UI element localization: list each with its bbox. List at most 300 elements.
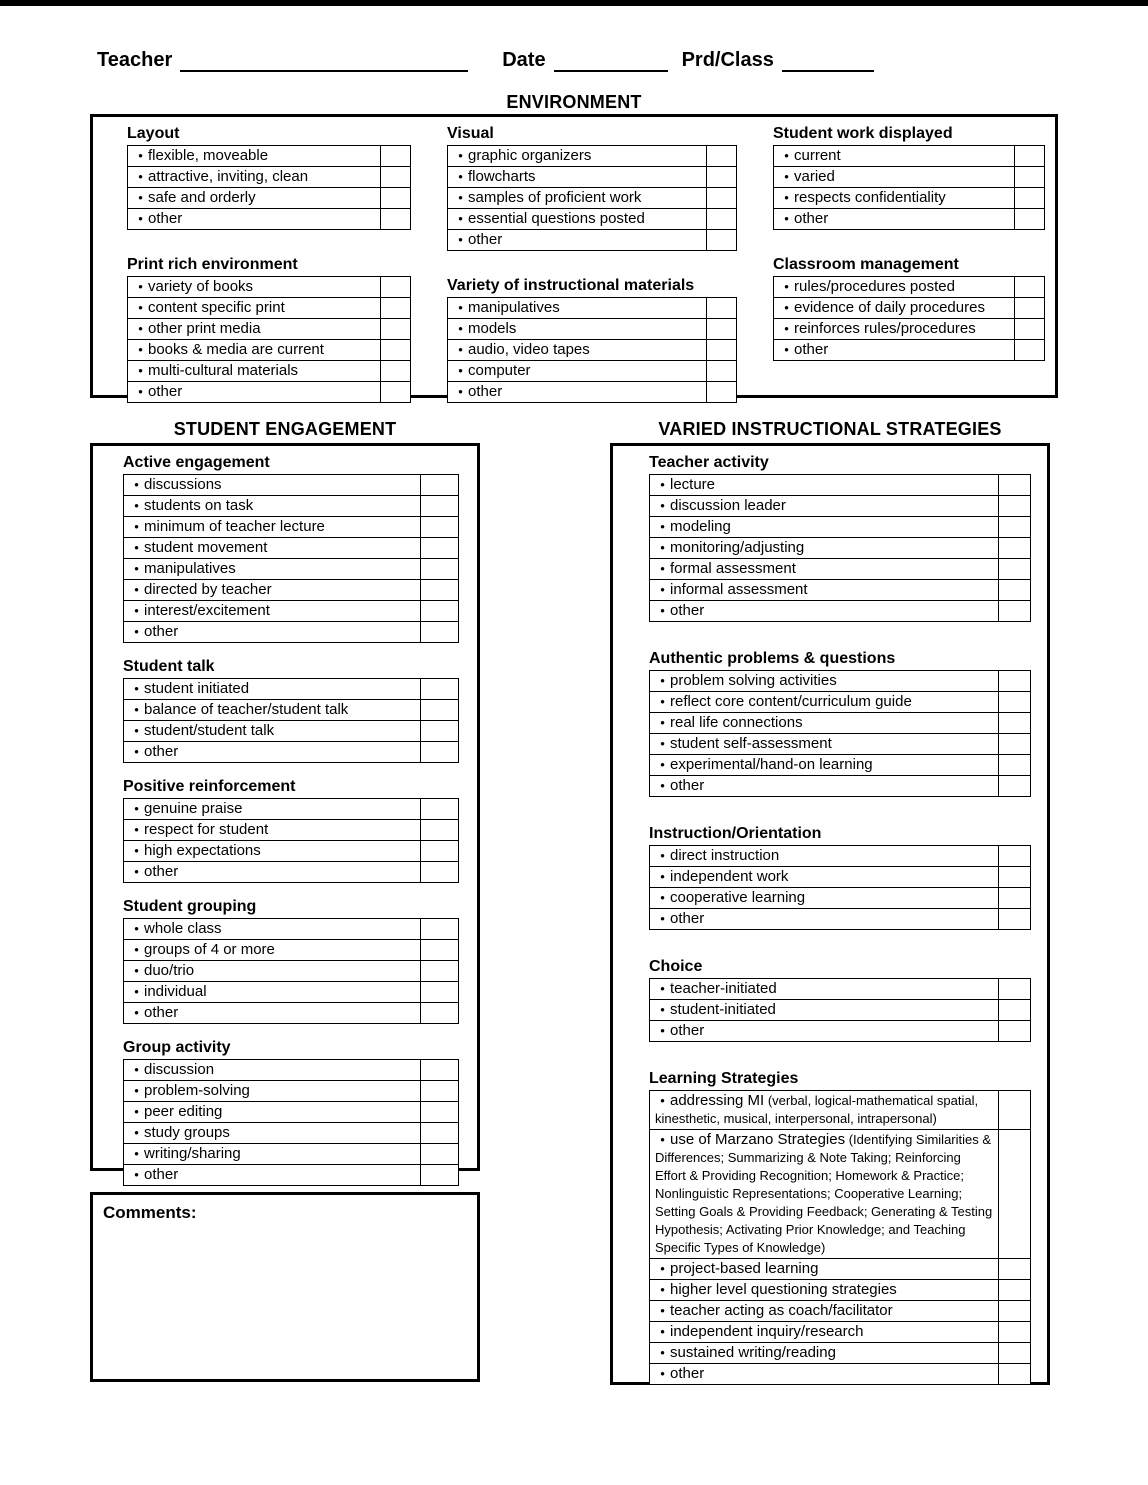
check-box[interactable] xyxy=(998,979,1030,999)
item-label: • respect for student xyxy=(124,820,420,840)
item-label: • other xyxy=(650,1021,998,1041)
checklist-item xyxy=(447,318,737,340)
group-title: Visual xyxy=(447,125,494,142)
check-box[interactable] xyxy=(706,146,736,166)
checklist-item xyxy=(447,339,737,361)
check-box[interactable] xyxy=(998,692,1030,712)
checklist-item xyxy=(649,516,1031,538)
bullet-icon: • xyxy=(134,864,139,879)
bullet-icon: • xyxy=(134,1062,139,1077)
bullet-icon: • xyxy=(660,477,665,492)
bullet-icon: • xyxy=(134,1125,139,1140)
item-label: • models xyxy=(448,319,706,339)
checklist-item xyxy=(123,861,459,883)
item-label: • lecture xyxy=(650,475,998,495)
check-box[interactable] xyxy=(998,517,1030,537)
checklist-item xyxy=(649,1090,1031,1130)
check-box[interactable] xyxy=(420,517,458,537)
bullet-icon: • xyxy=(134,744,139,759)
checklist-item xyxy=(649,775,1031,797)
item-label: • rules/procedures posted xyxy=(774,277,1014,297)
item-note: (Identifying Similarities & Differences; Summarizing & Note Taking; Reinforcing Effort & Providing Recognition; Homework & Practice; Nonlinguistic Representations; Cooperative Learning; Setting Goals & Providing Feedback; Generating & Testing Hypothesis; Activating Prior Knowledge; and Teaching Specific Types of Knowledge) xyxy=(655,1132,993,1255)
item-label: • students on task xyxy=(124,496,420,516)
checklist-item xyxy=(773,208,1045,230)
check-box[interactable] xyxy=(420,1003,458,1023)
bullet-icon: • xyxy=(134,921,139,936)
checklist-item xyxy=(649,579,1031,601)
check-box[interactable] xyxy=(998,1021,1030,1041)
check-box[interactable] xyxy=(998,671,1030,691)
item-label: • real life connections xyxy=(650,713,998,733)
bullet-icon: • xyxy=(660,582,665,597)
bullet-icon: • xyxy=(660,890,665,905)
check-box[interactable] xyxy=(998,580,1030,600)
bullet-icon: • xyxy=(138,342,143,357)
bullet-icon: • xyxy=(134,1146,139,1161)
checklist-item xyxy=(123,1002,459,1024)
check-box[interactable] xyxy=(998,713,1030,733)
checklist-item xyxy=(649,845,1031,867)
checklist-group xyxy=(649,1070,1031,1385)
bullet-icon: • xyxy=(138,169,143,184)
item-label: • formal assessment xyxy=(650,559,998,579)
check-box[interactable] xyxy=(420,799,458,819)
checklist-item xyxy=(773,166,1045,188)
check-box[interactable] xyxy=(380,298,410,318)
bullet-icon: • xyxy=(660,778,665,793)
item-label: • problem-solving xyxy=(124,1081,420,1101)
checklist-item xyxy=(123,1059,459,1081)
checklist-group xyxy=(447,277,737,403)
item-label: • other xyxy=(124,862,420,882)
checklist-item xyxy=(447,208,737,230)
check-box[interactable] xyxy=(706,298,736,318)
checklist-group xyxy=(649,454,1031,622)
check-box[interactable] xyxy=(706,361,736,381)
check-box[interactable] xyxy=(420,820,458,840)
item-label: • discussions xyxy=(124,475,420,495)
bullet-icon: • xyxy=(660,1023,665,1038)
item-label: • other xyxy=(124,742,420,762)
check-box[interactable] xyxy=(420,601,458,621)
check-box[interactable] xyxy=(420,862,458,882)
check-box[interactable] xyxy=(420,919,458,939)
item-label: • student-initiated xyxy=(650,1000,998,1020)
item-label: • writing/sharing xyxy=(124,1144,420,1164)
comments-label: Comments: xyxy=(103,1203,197,1222)
check-box[interactable] xyxy=(1014,319,1044,339)
check-box[interactable] xyxy=(380,361,410,381)
item-label: • manipulatives xyxy=(448,298,706,318)
bullet-icon: • xyxy=(784,148,789,163)
item-label: • other xyxy=(124,1165,420,1185)
item-label: • individual xyxy=(124,982,420,1002)
item-label: • use of Marzano Strategies (Identifying Similarities & Differences; Summarizing & Note Taking; Reinforcing Effort & Providing Recognition; Homework & Practice; Nonlinguistic Representations; Cooperative Learning; Setting Goals & Providing Feedback; Generating & Testing Hypothesis; Activating Prior Knowledge; and Teaching Specific Types of Knowledge) xyxy=(655,1131,993,1255)
checklist-item xyxy=(649,754,1031,776)
group-title: Group activity xyxy=(123,1039,231,1056)
check-box[interactable] xyxy=(706,340,736,360)
check-box[interactable] xyxy=(706,188,736,208)
checklist-item xyxy=(649,495,1031,517)
checklist-item xyxy=(123,1080,459,1102)
check-box[interactable] xyxy=(998,538,1030,558)
bullet-icon: • xyxy=(660,1002,665,1017)
checklist-item xyxy=(649,1129,1031,1259)
checklist-item xyxy=(447,166,737,188)
item-label: • samples of proficient work xyxy=(448,188,706,208)
item-label: • problem solving activities xyxy=(650,671,998,691)
item-label: • other xyxy=(650,909,998,929)
check-box[interactable] xyxy=(1014,340,1044,360)
bullet-icon: • xyxy=(660,981,665,996)
bullet-icon: • xyxy=(134,603,139,618)
bullet-icon: • xyxy=(138,190,143,205)
item-label: • sustained writing/reading xyxy=(650,1343,998,1363)
item-label: • other xyxy=(650,1364,998,1384)
check-box[interactable] xyxy=(998,496,1030,516)
student-engagement-box xyxy=(90,443,480,1183)
item-label: • multi-cultural materials xyxy=(128,361,380,381)
check-box[interactable] xyxy=(998,1364,1030,1384)
checklist-item xyxy=(649,712,1031,734)
item-label: • audio, video tapes xyxy=(448,340,706,360)
check-box[interactable] xyxy=(380,382,410,402)
check-box[interactable] xyxy=(1014,167,1044,187)
item-label: • attractive, inviting, clean xyxy=(128,167,380,187)
bullet-icon: • xyxy=(458,148,463,163)
item-label: • groups of 4 or more xyxy=(124,940,420,960)
check-box[interactable] xyxy=(420,841,458,861)
checklist-item xyxy=(649,474,1031,496)
checklist-item xyxy=(123,918,459,940)
check-box[interactable] xyxy=(998,1000,1030,1020)
check-box[interactable] xyxy=(420,475,458,495)
checklist-item xyxy=(123,840,459,862)
check-box[interactable] xyxy=(380,319,410,339)
bullet-icon: • xyxy=(134,498,139,513)
check-box[interactable] xyxy=(706,209,736,229)
checklist-item xyxy=(447,297,737,319)
bullet-icon: • xyxy=(138,321,143,336)
check-box[interactable] xyxy=(1014,277,1044,297)
prd-class-field[interactable] xyxy=(782,48,874,72)
bullet-icon: • xyxy=(134,540,139,555)
check-box[interactable] xyxy=(706,167,736,187)
check-box[interactable] xyxy=(998,1343,1030,1363)
bullet-icon: • xyxy=(660,911,665,926)
form-header xyxy=(97,48,874,72)
item-label: • direct instruction xyxy=(650,846,998,866)
bullet-icon: • xyxy=(660,498,665,513)
environment-title: ENVIRONMENT xyxy=(506,92,642,112)
checklist-group xyxy=(649,825,1031,930)
item-label: • modeling xyxy=(650,517,998,537)
item-label: • other xyxy=(774,209,1014,229)
check-box[interactable] xyxy=(998,776,1030,796)
check-box[interactable] xyxy=(998,1091,1030,1129)
checklist-item xyxy=(649,537,1031,559)
checklist-group xyxy=(447,125,737,251)
checklist-item xyxy=(123,474,459,496)
group-title: Print rich environment xyxy=(127,256,298,273)
bullet-icon: • xyxy=(660,1093,665,1108)
item-label: • teacher-initiated xyxy=(650,979,998,999)
check-box[interactable] xyxy=(380,209,410,229)
checklist-item xyxy=(127,145,411,167)
check-box[interactable] xyxy=(1014,146,1044,166)
item-label: • genuine praise xyxy=(124,799,420,819)
checklist-item xyxy=(649,999,1031,1021)
group-title: Student talk xyxy=(123,658,215,675)
bullet-icon: • xyxy=(458,190,463,205)
bullet-icon: • xyxy=(784,211,789,226)
bullet-icon: • xyxy=(458,384,463,399)
checklist-item xyxy=(649,558,1031,580)
item-label: • books & media are current xyxy=(128,340,380,360)
checklist-item xyxy=(649,1279,1031,1301)
check-box[interactable] xyxy=(998,601,1030,621)
check-box[interactable] xyxy=(998,846,1030,866)
item-label: • independent inquiry/research xyxy=(650,1322,998,1342)
checklist-item xyxy=(123,960,459,982)
item-label: • other xyxy=(650,776,998,796)
group-title: Instruction/Orientation xyxy=(649,825,822,842)
environment-column-2 xyxy=(447,125,737,400)
check-box[interactable] xyxy=(420,622,458,642)
item-label: • other xyxy=(128,382,380,402)
check-box[interactable] xyxy=(1014,188,1044,208)
item-label: • teacher acting as coach/facilitator xyxy=(650,1301,998,1321)
item-label: • student self-assessment xyxy=(650,734,998,754)
bullet-icon: • xyxy=(138,363,143,378)
check-box[interactable] xyxy=(706,319,736,339)
group-title: Teacher activity xyxy=(649,454,769,471)
check-box[interactable] xyxy=(1014,209,1044,229)
bullet-icon: • xyxy=(134,519,139,534)
checklist-group xyxy=(123,898,459,1024)
checklist-item xyxy=(123,516,459,538)
check-box[interactable] xyxy=(420,961,458,981)
check-box[interactable] xyxy=(420,1081,458,1101)
check-box[interactable] xyxy=(420,982,458,1002)
check-box[interactable] xyxy=(420,496,458,516)
date-field[interactable] xyxy=(554,48,668,72)
bullet-icon: • xyxy=(784,190,789,205)
checklist-item xyxy=(649,670,1031,692)
item-label: • discussion leader xyxy=(650,496,998,516)
bullet-icon: • xyxy=(134,1167,139,1182)
varied-strategies-box xyxy=(610,443,1050,1385)
item-label: • evidence of daily procedures xyxy=(774,298,1014,318)
date-label: Date xyxy=(502,49,546,71)
checklist-item xyxy=(123,600,459,622)
checklist-group xyxy=(773,125,1045,230)
checklist-item xyxy=(649,733,1031,755)
checklist-item xyxy=(649,1258,1031,1280)
checklist-item xyxy=(127,276,411,298)
group-title: Classroom management xyxy=(773,256,959,273)
bullet-icon: • xyxy=(660,1345,665,1360)
check-box[interactable] xyxy=(380,340,410,360)
checklist-item xyxy=(773,276,1045,298)
checklist-group xyxy=(649,650,1031,797)
item-label: • variety of books xyxy=(128,277,380,297)
checklist-group xyxy=(649,958,1031,1042)
bullet-icon: • xyxy=(660,1132,665,1147)
bullet-icon: • xyxy=(138,148,143,163)
checklist-item xyxy=(649,1020,1031,1042)
checklist-group xyxy=(123,454,459,643)
check-box[interactable] xyxy=(998,1301,1030,1321)
check-box[interactable] xyxy=(420,538,458,558)
item-label: • other xyxy=(124,1003,420,1023)
bullet-icon: • xyxy=(784,279,789,294)
checklist-item xyxy=(123,819,459,841)
bullet-icon: • xyxy=(458,232,463,247)
check-box[interactable] xyxy=(420,1060,458,1080)
group-title: Layout xyxy=(127,125,180,142)
check-box[interactable] xyxy=(998,1130,1030,1258)
check-box[interactable] xyxy=(420,742,458,762)
check-box[interactable] xyxy=(380,277,410,297)
checklist-item xyxy=(447,360,737,382)
item-label: • peer editing xyxy=(124,1102,420,1122)
check-box[interactable] xyxy=(998,755,1030,775)
bullet-icon: • xyxy=(458,211,463,226)
group-title: Choice xyxy=(649,958,703,975)
item-label: • cooperative learning xyxy=(650,888,998,908)
item-label: • balance of teacher/student talk xyxy=(124,700,420,720)
checklist-item xyxy=(123,699,459,721)
check-box[interactable] xyxy=(420,721,458,741)
checklist-item xyxy=(127,166,411,188)
bullet-icon: • xyxy=(660,1366,665,1381)
item-label: • directed by teacher xyxy=(124,580,420,600)
bullet-icon: • xyxy=(458,321,463,336)
check-box[interactable] xyxy=(1014,298,1044,318)
checklist-item xyxy=(773,297,1045,319)
prd-class-label: Prd/Class xyxy=(681,49,774,71)
checklist-group xyxy=(123,778,459,883)
check-box[interactable] xyxy=(380,167,410,187)
group-title: Student work displayed xyxy=(773,125,953,142)
bullet-icon: • xyxy=(134,1083,139,1098)
check-box[interactable] xyxy=(998,734,1030,754)
item-label: • content specific print xyxy=(128,298,380,318)
check-box[interactable] xyxy=(998,1259,1030,1279)
bullet-icon: • xyxy=(660,1324,665,1339)
checklist-item xyxy=(123,495,459,517)
bullet-icon: • xyxy=(138,300,143,315)
check-box[interactable] xyxy=(998,1280,1030,1300)
bullet-icon: • xyxy=(134,843,139,858)
check-box[interactable] xyxy=(998,888,1030,908)
item-label: • manipulatives xyxy=(124,559,420,579)
check-box[interactable] xyxy=(998,1322,1030,1342)
bullet-icon: • xyxy=(660,561,665,576)
check-box[interactable] xyxy=(420,580,458,600)
checklist-item xyxy=(773,187,1045,209)
checklist-item xyxy=(127,339,411,361)
item-label: • other print media xyxy=(128,319,380,339)
bullet-icon: • xyxy=(784,321,789,336)
bullet-icon: • xyxy=(660,673,665,688)
bullet-icon: • xyxy=(660,519,665,534)
checklist-item xyxy=(649,978,1031,1000)
bullet-icon: • xyxy=(134,984,139,999)
item-label: • project-based learning xyxy=(650,1259,998,1279)
group-title: Authentic problems & questions xyxy=(649,650,896,667)
item-label: • respects confidentiality xyxy=(774,188,1014,208)
bullet-icon: • xyxy=(660,715,665,730)
item-label: • high expectations xyxy=(124,841,420,861)
comments-box[interactable] xyxy=(90,1192,480,1382)
check-box[interactable] xyxy=(420,1144,458,1164)
item-label: • flexible, moveable xyxy=(128,146,380,166)
checklist-item xyxy=(123,537,459,559)
bullet-icon: • xyxy=(134,963,139,978)
checklist-item xyxy=(123,1101,459,1123)
bullet-icon: • xyxy=(660,603,665,618)
checklist-item xyxy=(123,1143,459,1165)
teacher-field[interactable] xyxy=(180,48,468,72)
check-box[interactable] xyxy=(420,700,458,720)
check-box[interactable] xyxy=(998,867,1030,887)
environment-column-3 xyxy=(773,125,1045,387)
bullet-icon: • xyxy=(660,1261,665,1276)
checklist-item xyxy=(127,208,411,230)
bullet-icon: • xyxy=(138,384,143,399)
checklist-group xyxy=(127,125,411,230)
item-label: • minimum of teacher lecture xyxy=(124,517,420,537)
check-box[interactable] xyxy=(706,382,736,402)
group-title: Learning Strategies xyxy=(649,1070,799,1087)
checklist-item xyxy=(123,621,459,643)
checklist-item xyxy=(123,1122,459,1144)
checklist-group xyxy=(773,256,1045,361)
checklist-item xyxy=(123,678,459,700)
check-box[interactable] xyxy=(420,559,458,579)
check-box[interactable] xyxy=(420,679,458,699)
checklist-item xyxy=(123,798,459,820)
check-box[interactable] xyxy=(420,1123,458,1143)
checklist-item xyxy=(123,558,459,580)
checklist-item xyxy=(123,939,459,961)
check-box[interactable] xyxy=(706,230,736,250)
checklist-item xyxy=(127,187,411,209)
checklist-item xyxy=(447,381,737,403)
checklist-group xyxy=(123,1039,459,1186)
item-label: • higher level questioning strategies xyxy=(650,1280,998,1300)
bullet-icon: • xyxy=(660,736,665,751)
bullet-icon: • xyxy=(660,1303,665,1318)
check-box[interactable] xyxy=(998,475,1030,495)
item-label: • duo/trio xyxy=(124,961,420,981)
item-label: • informal assessment xyxy=(650,580,998,600)
group-title: Variety of instructional materials xyxy=(447,277,695,294)
item-label: • student movement xyxy=(124,538,420,558)
bullet-icon: • xyxy=(134,942,139,957)
check-box[interactable] xyxy=(998,909,1030,929)
item-label: • other xyxy=(650,601,998,621)
check-box[interactable] xyxy=(998,559,1030,579)
bullet-icon: • xyxy=(660,540,665,555)
check-box[interactable] xyxy=(380,188,410,208)
check-box[interactable] xyxy=(420,940,458,960)
check-box[interactable] xyxy=(420,1165,458,1185)
check-box[interactable] xyxy=(380,146,410,166)
check-box[interactable] xyxy=(420,1102,458,1122)
